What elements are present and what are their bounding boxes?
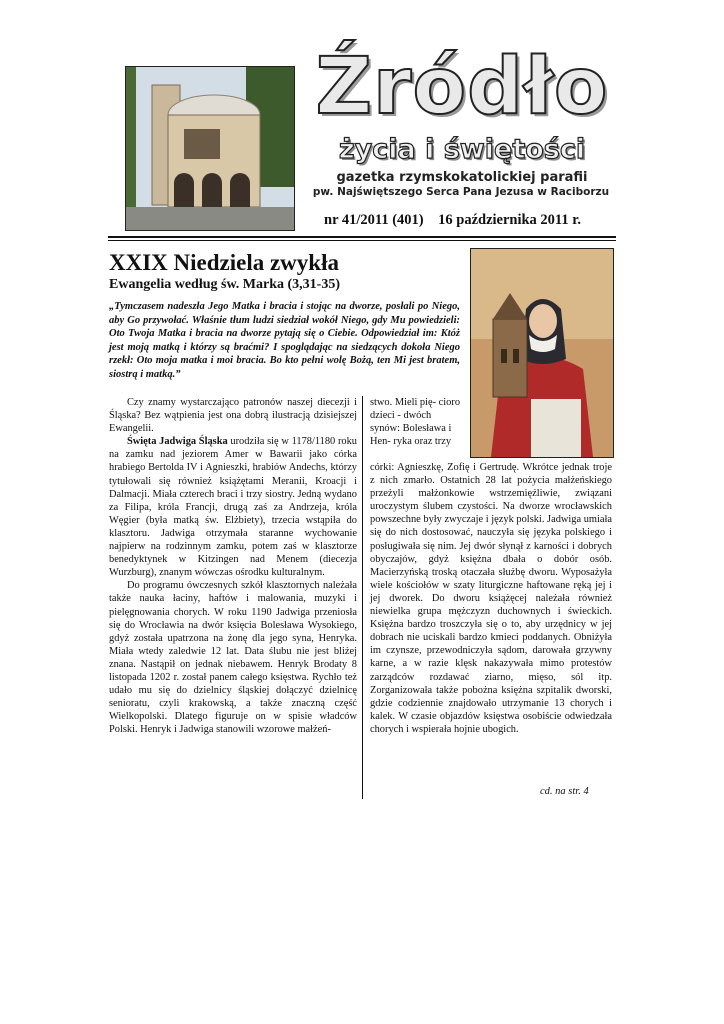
column-divider [362, 396, 363, 799]
masthead-title: Źródło [315, 42, 609, 132]
paragraph-saint-text: urodziła się w 1178/1180 roku na zamku nad jeziorem Amer w Bawarii jako córka hrabiego Bertolda IV i Agnieszki, hrabiów Andechs, którzy tytułowali się również książętami Meranii, Kroacji i Dalmacji. Miała czterech braci i trzy siostry. Jedną wydano za Filipa, króla Francji, drugą zaś za Andrzeja, króla Węgier (była matką św. Elżbiety), trzecia wstąpiła do klasztoru. Jadwiga otrzymała staranne wychowanie najpierw na rodzinnym zamku, potem zaś w klasztorze benedyktynek w Kitzingen nad Menem (diecezja Wurzburg), znanym wówczas ośrodku kulturalnym. [109, 436, 357, 579]
issue-info: nr 41/2011 (401) 16 października 2011 r. [324, 212, 581, 228]
column-right [370, 461, 612, 736]
header-rule [108, 236, 616, 238]
gospel-quote: „Tymczasem nadeszła Jego Matka i bracia i stojąc na dworze, posłali po Niego, aby Go przywołać. Właśnie tłum ludzi siedział wokół Niego, gdy Mu powiedzieli: Oto Twoja Matka i bracia na dworze pytają się o Ciebie. Odpowiedział im: Któż jest moją matką i którzy są braćmi? I spoglądając na siedzących dokoła Niego rzekł: Oto moja matka i moi bracia. Bo kto pełni wolę Bożą, ten Mi jest bratem, siostrą i matką.” [109, 301, 460, 380]
saint-hedwig-image [470, 248, 614, 458]
column-right-narrow [370, 396, 462, 448]
paragraph-intro: Czy znamy wystarczająco patronów naszej diecezji i Śląska? Bez wątpienia jest ona dobrą ilustracją dzisiejszej Ewangelii. [109, 397, 357, 435]
continued-note: cd. na str. 4 [540, 786, 589, 797]
saint-name: Święta Jadwiga Śląska [127, 436, 228, 448]
paragraph-saint [109, 435, 357, 579]
masthead-subtitle: życia i świętości [338, 134, 586, 165]
paragraph-children: córki: Agnieszkę, Zofię i Gertrudę. Wkrótce jednak troje z nich zmarło. Ostatnich 28 lat pożycia małżeńskiego przeżyli małżonkowie wstrzemięźliwie, związani uroczystym ślubem czystości. Na dworze wrocławskich powszechne były zwyczaje i język polski. Jadwiga umiała się do nich dostosować, nauczyła się języka polskiego i posługiwała się nim. Jej dwór słynął z karności i dobrych obyczajów, gdyż księżna dbała o dobór osób. Macierzyńską troską otaczała służbę dworu. Wyposażyła wiele kościołów w szaty liturgiczne haftowane ręką jej i jej dworek. Do dworu książęcej należała również niewielka grupa mężczyzn duchownych i świeckich. Księżna bardzo troszczyła się o to, aby urzędnicy w jej dobrach nie uciskali bardzo kmieci poddanych. Obniżyła im czynsze, przewodniczyła sądom, darowała grzywny karne, a w razie klęsk nakazywała mimo protestów zarządców rozdawać ziarno, mięso, sól itp. Zorganizowała także pobożna księżna szpitalik dworski, gdzie codziennie znajdowało utrzymanie 13 chorych i kalek. W czasie objazdów księstwa osobiście odwiedzała chorych i wspierała hojnie ubogich. [370, 462, 612, 735]
paragraph-education: Do programu ówczesnych szkół klasztornych należała także nauka łaciny, haftów i malowania, muzyki i pielęgnowania chorych. W roku 1190 Jadwiga przeniosła się do Wrocławia na dwór księcia Bolesława Wysokiego, gdyż została upatrzona na żonę dla jego syna, Henryka. Miała wtedy zaledwie 12 lat. Data ślubu nie jest bliżej znana. Nastąpił on jednak niebawem. Henryk Brodaty 8 listopada 1202 r. został panem całego księstwa. Rychło też udało mu się do dzielnicy śląskiej dołączyć dzielnicę senioratu, czyli krakowską, a także znaczną część Wielkopolski. Dlatego figuruje on w spisie władców Polski. Henryk i Jadwiga stanowili wzorowe małżeń- [109, 580, 357, 736]
gospel-reference: Ewangelia według św. Marka (3,31-35) [109, 277, 340, 292]
column-left [109, 396, 357, 736]
masthead-parish: gazetka rzymskokatolickiej parafii [336, 170, 588, 185]
header-rule-thin [108, 240, 616, 241]
masthead-parish-name: pw. Najświętszego Serca Pana Jezusa w Raciborzu [312, 186, 610, 198]
article-title: XXIX Niedziela zwykła [109, 250, 339, 275]
paragraph-children-start: stwo. Mieli pię- cioro dzieci - dwóch synów: Bolesława i Hen- ryka oraz trzy [370, 397, 461, 448]
church-photo [125, 66, 295, 231]
